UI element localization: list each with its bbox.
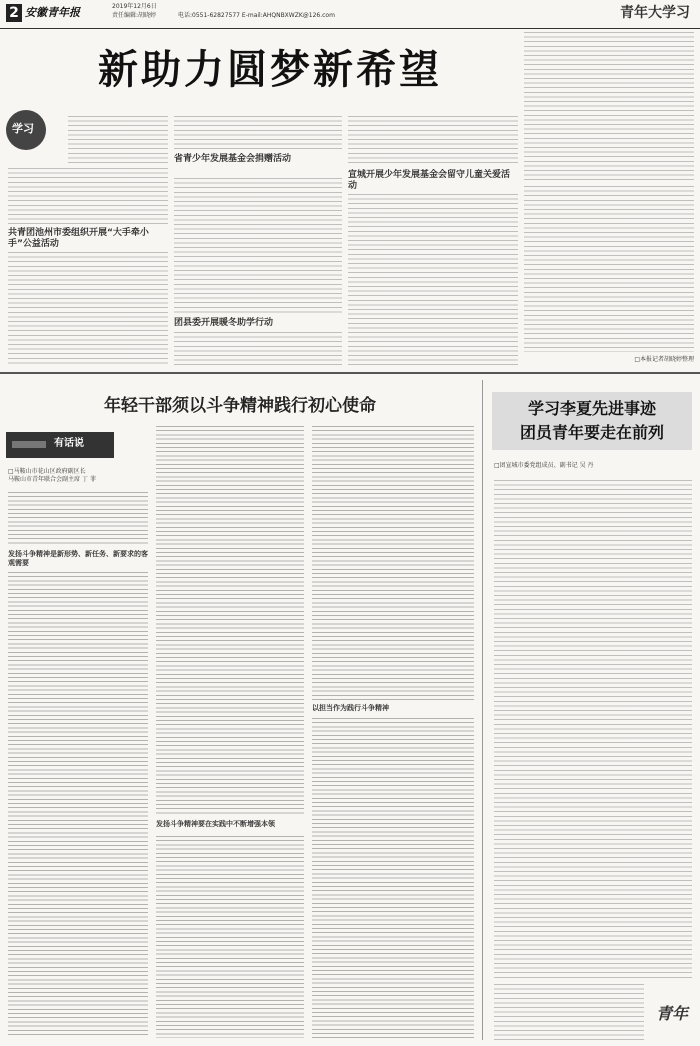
author-line: □马鞍山市花山区政府副区长 <box>8 468 86 475</box>
emblem-text: 学习 <box>12 122 34 135</box>
corner-logo <box>652 996 692 1036</box>
text-column <box>8 492 148 546</box>
masthead <box>0 0 700 29</box>
headline-top: 新助力圆梦新希望 <box>98 47 442 93</box>
text-column <box>348 116 518 166</box>
text-column <box>174 332 342 366</box>
subhead: 省青少年发展基金会捐赠活动 <box>174 154 292 164</box>
text-column <box>8 252 168 366</box>
subhead: 发扬斗争精神要在实践中不断增强本领 <box>156 820 275 828</box>
text-column <box>524 32 694 182</box>
subhead: 以担当作为践行斗争精神 <box>312 704 389 712</box>
text-column <box>494 480 692 980</box>
subhead: 发扬斗争精神是新形势、新任务、新要求的客观需要 <box>8 550 148 567</box>
sidebar-headline: 团员青年要走在前列 <box>519 423 664 442</box>
text-column <box>348 194 518 366</box>
text-column <box>174 116 342 150</box>
divider <box>482 380 483 1040</box>
page-number: 2 <box>9 5 19 21</box>
paper-name: 安徽青年报 <box>25 6 80 19</box>
text-column <box>174 178 342 314</box>
sidebar-headline: 学习李夏先进事迹 <box>527 399 656 418</box>
page-number-box <box>6 4 22 22</box>
text-column <box>156 426 304 816</box>
subhead: 宣城开展少年发展基金会留守儿童关爱活动 <box>348 170 511 191</box>
date-line: 2019年12月6日 <box>112 3 157 10</box>
article-bottom-left <box>0 376 480 1046</box>
section-title: 青年大学习 <box>620 5 690 21</box>
study-emblem <box>6 110 62 150</box>
article-credit: □本报记者胡晓婷整理 <box>634 356 694 363</box>
article-top <box>0 30 700 370</box>
text-column <box>524 186 694 352</box>
text-column <box>156 836 304 1038</box>
badge-banner <box>6 432 114 458</box>
divider <box>0 372 700 374</box>
badge-stripe <box>12 441 46 448</box>
text-column <box>8 572 148 1038</box>
text-column <box>312 426 474 700</box>
text-column <box>494 984 644 1040</box>
badge-text: 有话说 <box>54 438 84 449</box>
subhead: 共青团池州市委组织开展“大手牵小手”公益活动 <box>8 228 149 249</box>
article-bottom-right <box>486 378 698 1046</box>
subhead: 团县委开展暖冬助学行动 <box>174 318 274 328</box>
corner-logo-text: 青年 <box>656 1004 689 1023</box>
author-line: □团宣城市委党组成员、副书记 吴 丹 <box>494 462 594 469</box>
headline-bottom: 年轻干部须以斗争精神践行初心使命 <box>104 396 376 416</box>
editor-line: 责任编辑:胡晓婷 <box>112 12 157 19</box>
sidebar-title-box <box>492 392 692 450</box>
text-column <box>8 168 168 224</box>
text-column <box>68 116 168 166</box>
author-line: 马鞍山市青年联合会副主席 丁 菲 <box>8 476 96 483</box>
text-column <box>312 718 474 1038</box>
contact-line: 电话:0551-62827577 E-mail:AHQNBXWZK@126.com <box>178 12 335 19</box>
